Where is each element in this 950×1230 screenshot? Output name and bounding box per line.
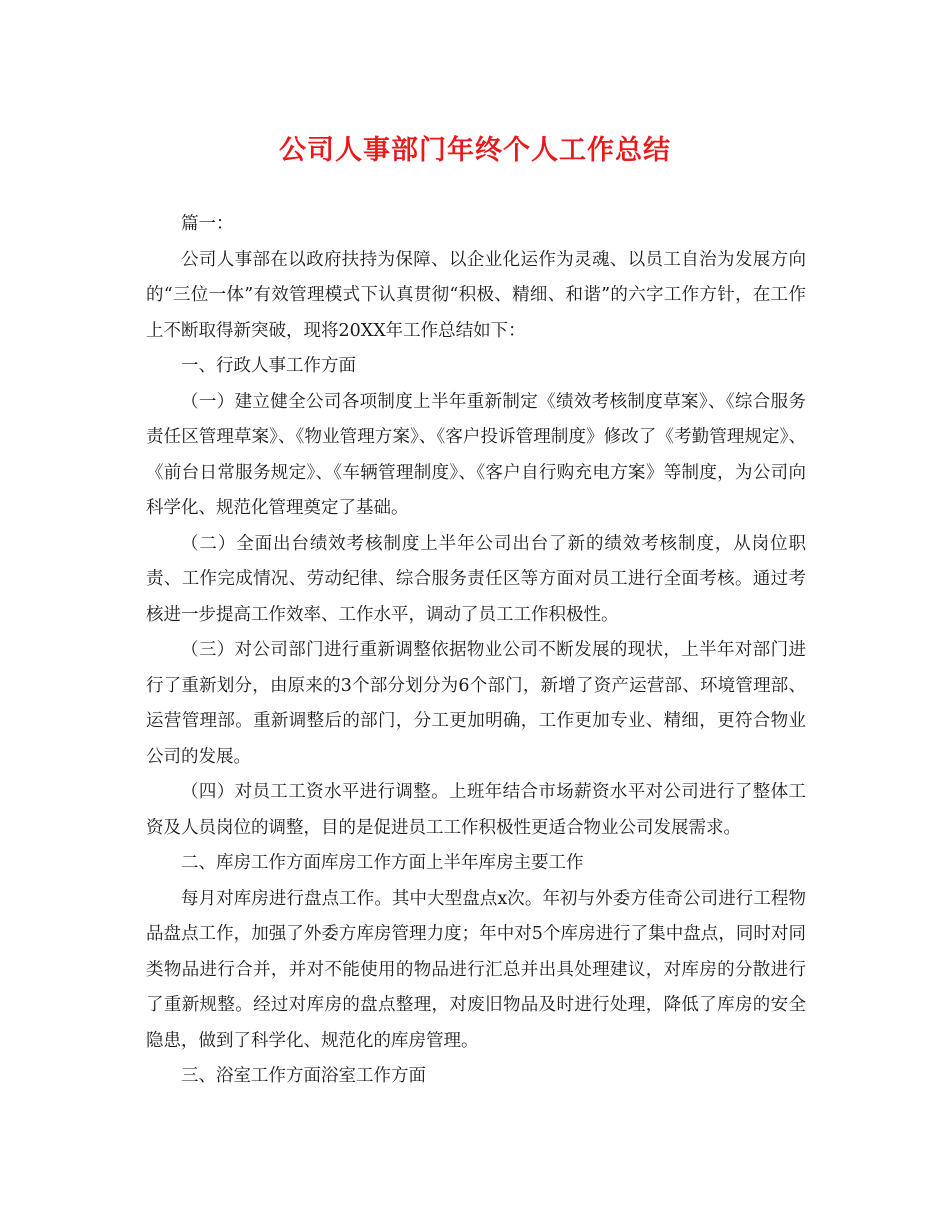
section-heading-warehouse: 二、库房工作方面库房工作方面上半年库房主要工作 (181, 853, 584, 873)
section-heading-admin-hr: 一、行政人事工作方面 (181, 356, 356, 376)
paragraph-item-3: （三）对公司部门进行重新调整依据物业公司不断发展的现状，上半年对部门进行了重新划分，由原来的3个部分划分为6个部门，新增了资产运营部、环境管理部、运营管理部。重新调整后的部门，分工更加明确，工作更加专业、精细，更符合物业公司的发展。 (146, 640, 806, 767)
intro-paragraph: 公司人事部在以政府扶持为保障、以企业化运作为灵魂、以员工自治为发展方向的“三位一体”有效管理模式下认真贯彻“积极、精细、和谐”的六字工作方针，在工作上不断取得新突破，现将20XX年工作总结如下： (146, 249, 806, 341)
paragraph-item-2: （二）全面出台绩效考核制度上半年公司出台了新的绩效考核制度，从岗位职责、工作完成情况、劳动纪律、综合服务责任区等方面对员工进行全面考核。通过考核进一步提高工作效率、工作水平，调动了员工工作积极性。 (146, 533, 806, 625)
paragraph-item-1: （一）建立健全公司各项制度上半年重新制定《绩效考核制度草案》、《综合服务责任区管理草案》、《物业管理方案》、《客户投诉管理制度》修改了《考勤管理规定》、《前台日常服务规定》、《车辆管理制度》、《客户自行购充电方案》等制度，为公司向科学化、规范化管理奠定了基础。 (146, 391, 806, 518)
section-heading-part-one: 篇一： (181, 214, 234, 234)
paragraph-item-4: （四）对员工工资水平进行调整。上班年结合市场薪资水平对公司进行了整体工资及人员岗位的调整，目的是促进员工工作积极性更适合物业公司发展需求。 (146, 782, 806, 838)
document-body (146, 207, 806, 1095)
document-title: 公司人事部门年终个人工作总结 (279, 135, 671, 166)
warehouse-paragraph: 每月对库房进行盘点工作。其中大型盘点x次。年初与外委方佳奇公司进行工程物品盘点工作，加强了外委方库房管理力度；年中对5个库房进行了集中盘点，同时对同类物品进行合并，并对不能使用的物品进行汇总并出具处理建议，对库房的分散进行了重新规整。经过对库房的盘点整理，对废旧物品及时进行处理，降低了库房的安全隐患，做到了科学化、规范化的库房管理。 (146, 888, 806, 1051)
section-heading-bathroom: 三、浴室工作方面浴室工作方面 (181, 1066, 426, 1086)
